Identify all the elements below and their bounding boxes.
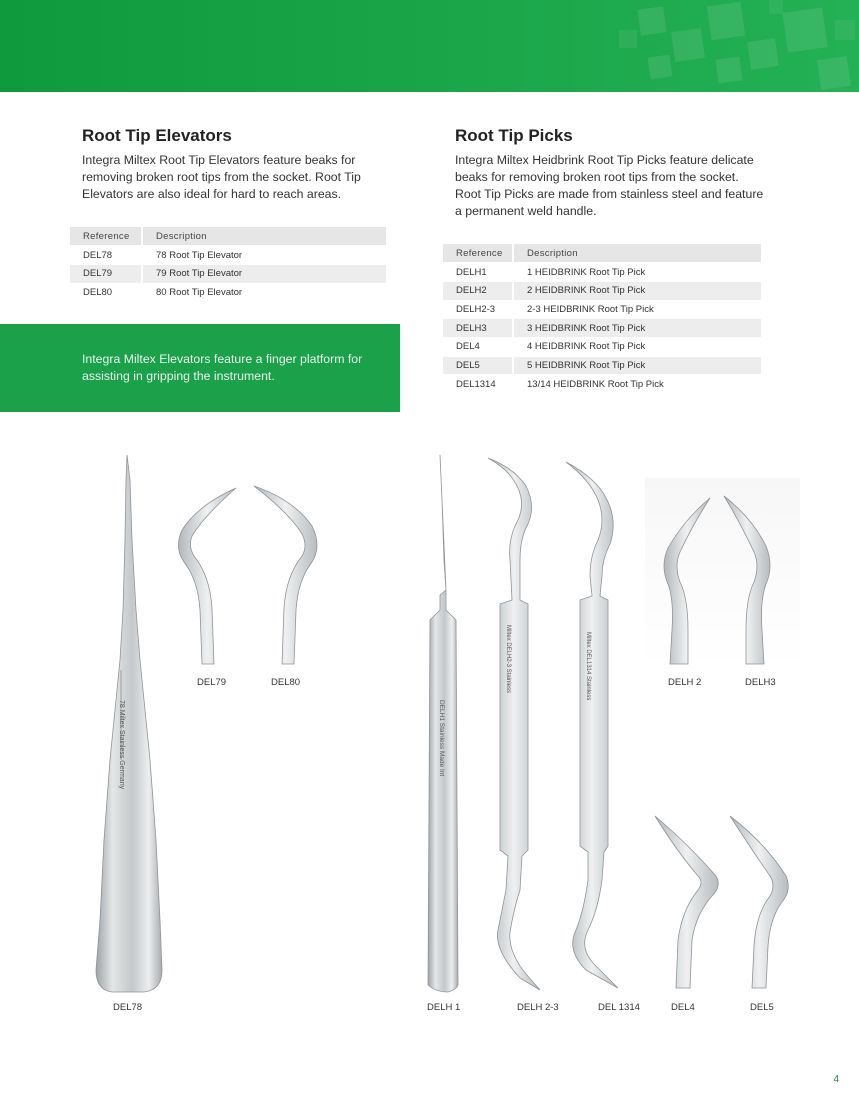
delh23-pick: [488, 458, 540, 990]
reference-cell: DEL79: [70, 264, 142, 283]
description-cell: 3 HEIDBRINK Root Tip Pick: [513, 319, 761, 338]
reference-cell: DELH1: [443, 263, 513, 282]
caption-del80: DEL80: [271, 677, 301, 688]
caption-delh23: DELH 2-3: [517, 1002, 559, 1013]
delh1-handle-engraving: DELH1 Stainless Made Int: [438, 700, 445, 777]
caption-delh2: DELH 2: [668, 677, 702, 688]
del80-elevator-head: [254, 486, 317, 664]
del4-pick-head: [655, 816, 718, 988]
column-header-reference: Reference: [70, 227, 142, 246]
column-header-description: Description: [142, 227, 386, 246]
del78-handle-engraving: 78 Miltex Stainless Germany: [118, 700, 125, 790]
description-cell: 79 Root Tip Elevator: [142, 264, 386, 283]
reference-cell: DEL4: [443, 337, 513, 356]
description-cell: 78 Root Tip Elevator: [142, 246, 386, 265]
elevators-intro: Integra Miltex Root Tip Elevators feature beaks for removing broken root tips from the socket. Root Tip Elevators are also ideal for hard to reach areas.: [82, 153, 361, 201]
caption-del79: DEL79: [197, 677, 227, 688]
del79-elevator-head: [178, 488, 236, 664]
reference-cell: DELH2: [443, 281, 513, 300]
reference-cell: DEL5: [443, 356, 513, 375]
del1314-pick: [566, 462, 618, 988]
elevators-title: Root Tip Elevators: [82, 126, 232, 145]
reference-cell: DEL1314: [443, 375, 513, 394]
page-number: 4: [833, 1074, 839, 1085]
description-cell: 2 HEIDBRINK Root Tip Pick: [513, 281, 761, 300]
caption-del4: DEL4: [671, 1002, 695, 1013]
delh1-pick: [428, 455, 458, 992]
caption-del78: DEL78: [113, 1002, 143, 1013]
description-cell: 13/14 HEIDBRINK Root Tip Pick: [513, 375, 761, 394]
caption-del1314: DEL 1314: [598, 1002, 640, 1013]
del5-pick-head: [730, 816, 788, 988]
note-text: Integra Miltex Elevators feature a finger platform for assisting in gripping the instrument.: [82, 352, 363, 383]
del78-elevator: [96, 455, 162, 992]
description-cell: 80 Root Tip Elevator: [142, 283, 386, 302]
reference-cell: DELH3: [443, 319, 513, 338]
picks-title: Root Tip Picks: [455, 126, 573, 145]
description-cell: 5 HEIDBRINK Root Tip Pick: [513, 356, 761, 375]
reference-cell: DELH2-3: [443, 300, 513, 319]
del1314-handle-engraving: Miltex DEL1314 Stainless: [585, 632, 591, 701]
reference-cell: DEL78: [70, 246, 142, 265]
caption-delh3: DELH3: [745, 677, 776, 688]
caption-delh1: DELH 1: [427, 1002, 461, 1013]
delh23-handle-engraving: Miltex DELH2-3 Stainless: [505, 625, 511, 694]
description-cell: 4 HEIDBRINK Root Tip Pick: [513, 337, 761, 356]
column-header-reference: Reference: [443, 244, 513, 263]
description-cell: 1 HEIDBRINK Root Tip Pick: [513, 263, 761, 282]
reference-cell: DEL80: [70, 283, 142, 302]
picks-intro: Integra Miltex Heidbrink Root Tip Picks feature delicate beaks for removing broken root tips from the socket. Root Tip Picks are made from stainless steel and feature a permanent weld handle.: [455, 153, 764, 218]
description-cell: 2-3 HEIDBRINK Root Tip Pick: [513, 300, 761, 319]
column-header-description: Description: [513, 244, 761, 263]
caption-del5: DEL5: [750, 1002, 774, 1013]
